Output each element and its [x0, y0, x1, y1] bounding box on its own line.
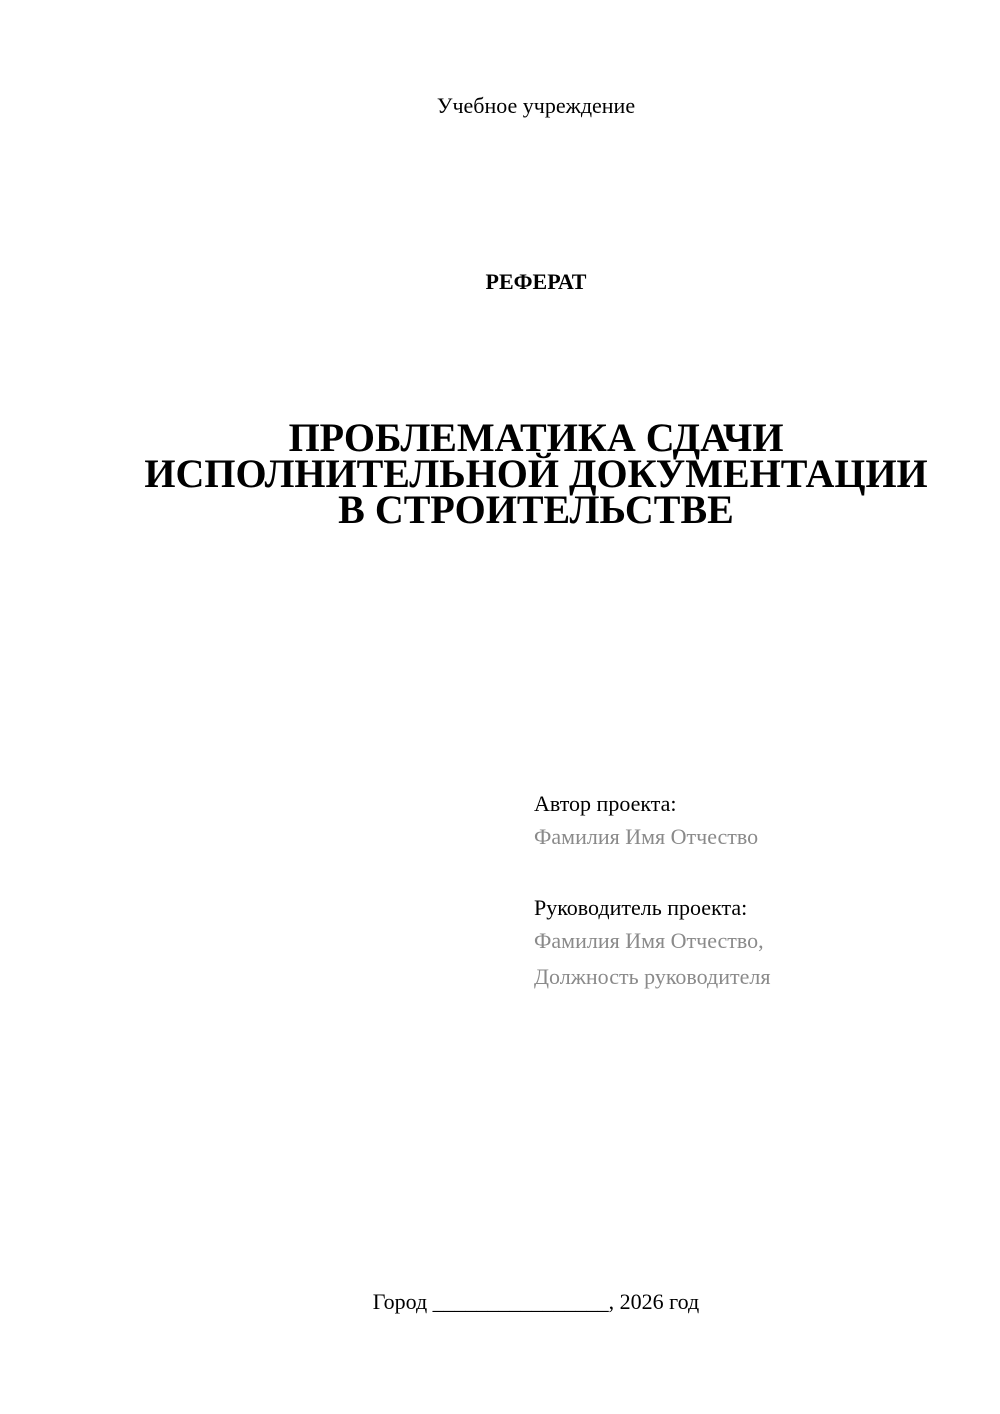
title-line-1: ПРОБЛЕМАТИКА СДАЧИ: [288, 415, 784, 460]
supervisor-label: Руководитель проекта:: [534, 895, 748, 920]
city-year-line: Город ________________, 2026 год: [372, 1289, 700, 1314]
author-label: Автор проекта:: [534, 791, 677, 816]
title-line-2: ИСПОЛНИТЕЛЬНОЙ ДОКУМЕНТАЦИИ: [144, 451, 928, 496]
supervisor-name-placeholder: Фамилия Имя Отчество,: [534, 928, 764, 953]
document-title: [0, 415, 1000, 532]
credits-spacer: [534, 855, 974, 893]
author-name-placeholder: Фамилия Имя Отчество: [534, 824, 759, 849]
supervisor-position-placeholder: Должность руководителя: [534, 964, 771, 989]
title-line-3: В СТРОИТЕЛЬСТВЕ: [338, 487, 734, 532]
credits-block: [534, 789, 974, 995]
institution-name: Учебное учреждение: [436, 93, 636, 118]
document-type: РЕФЕРАТ: [485, 269, 587, 294]
